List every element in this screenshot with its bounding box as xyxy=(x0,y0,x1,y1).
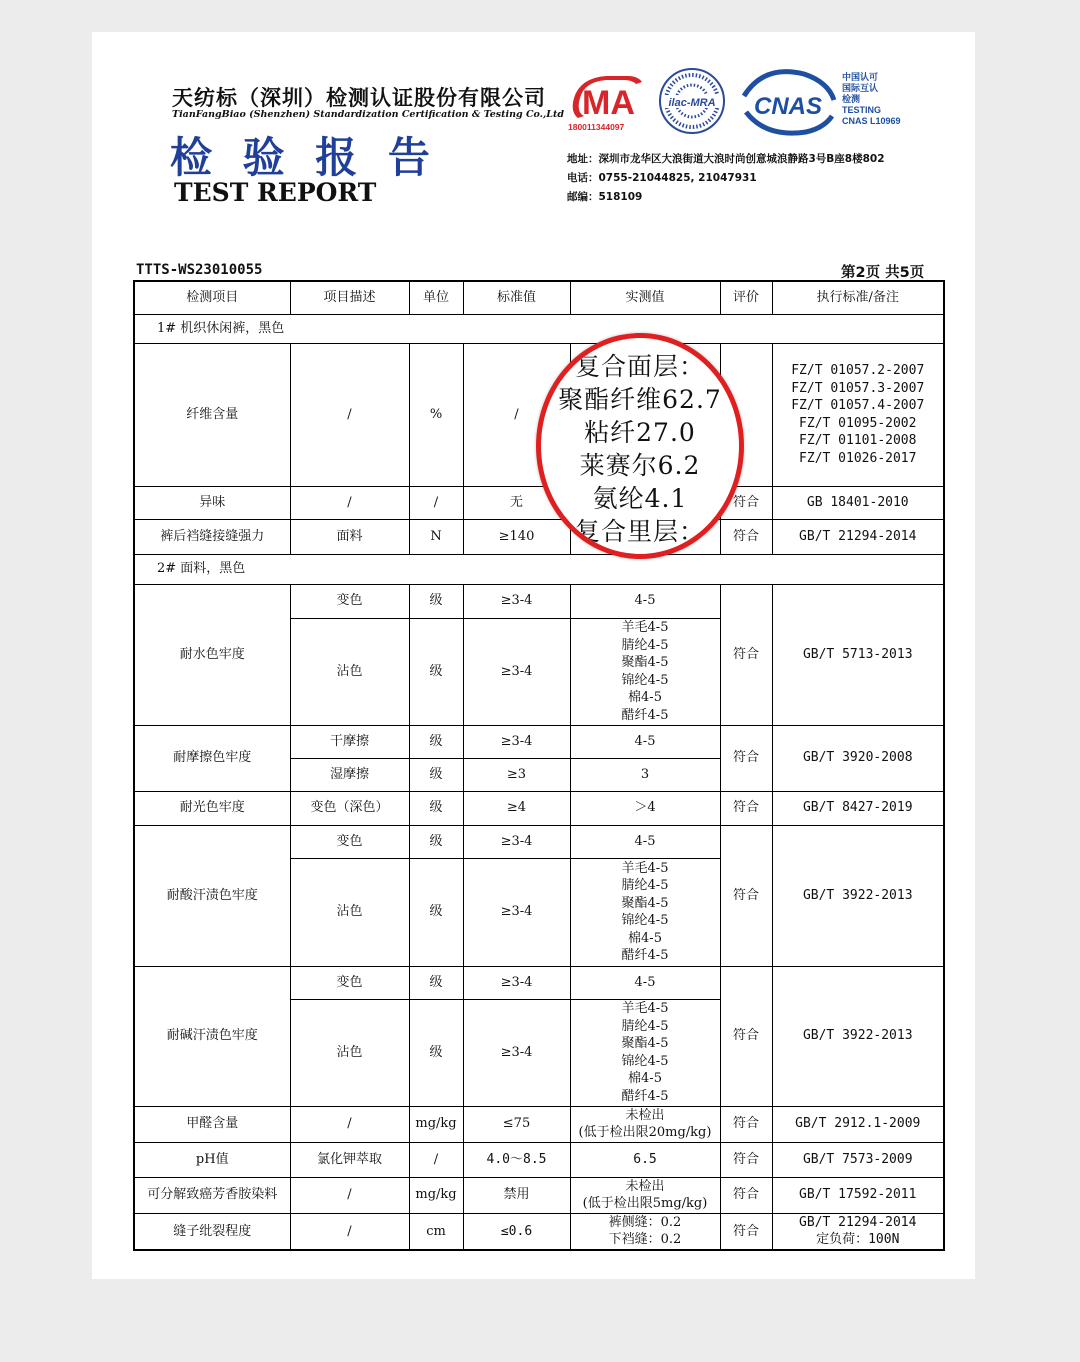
svg-text:MA: MA xyxy=(582,84,635,122)
contact-info xyxy=(567,150,885,207)
cma-logo xyxy=(568,76,642,132)
section-row xyxy=(134,314,944,343)
table-row: 沾色 级 ≥3-4 羊毛4-5 腈纶4-5 聚酯4-5 锦纶4-5 棉4-5 醋纤4-5 xyxy=(134,858,944,966)
table-row: 沾色 级 ≥3-4 羊毛4-5 腈纶4-5 聚酯4-5 锦纶4-5 棉4-5 醋纤4-5 xyxy=(134,999,944,1106)
standards-list: FZ/T 01057.2-2007 FZ/T 01057.3-2007 FZ/T 01057.4-2007 FZ/T 01095-2002 FZ/T 01101-2008 FZ/T 01026-2017 xyxy=(772,343,944,486)
report-title-en: TEST REPORT xyxy=(174,178,377,207)
fiber-content-zoom: 复合面层： 聚酯纤维62.7 粘纤27.0 莱赛尔6.2 氨纶4.1 复合里层： xyxy=(558,352,722,546)
col-header: 检测项目 xyxy=(134,281,290,314)
company-name-en: TianFangBiao (Shenzhen) Standardization Certification & Testing Co.,Ltd xyxy=(172,109,565,120)
report-title-cn: 检 验 报 告 xyxy=(170,133,438,182)
staining-results: 羊毛4-5 腈纶4-5 聚酯4-5 锦纶4-5 棉4-5 醋纤4-5 xyxy=(570,999,720,1106)
page-indicator: 第2页 共5页 xyxy=(841,265,925,281)
table-row: 异味 / / 无 符合 GB 18401-2010 xyxy=(134,486,944,519)
phone: 电话：0755-21044825, 21047931 xyxy=(567,172,757,184)
section-row xyxy=(134,554,944,584)
svg-text:TESTING: TESTING xyxy=(842,105,882,115)
table-row: 甲醛含量 / mg/kg ≤75 未检出 (低于检出限20mg/kg) 符合 GB/T 2912.1-2009 xyxy=(134,1106,944,1142)
col-header: 执行标准/备注 xyxy=(772,281,944,314)
svg-text:CNAS L10969: CNAS L10969 xyxy=(842,116,901,126)
table-row: 裤后裆缝接缝强力 面料 N ≥140 符合 GB/T 21294-2014 xyxy=(134,519,944,554)
cnas-label: CNAS xyxy=(753,93,823,120)
ilac-mra-logo xyxy=(660,69,724,133)
table-row: 耐碱汗渍色牢度 变色 级 ≥3-4 4-5 符合 GB/T 3922-2013 xyxy=(134,966,944,999)
table-row: 沾色 级 ≥3-4 羊毛4-5 腈纶4-5 聚酯4-5 锦纶4-5 棉4-5 醋纤4-5 xyxy=(134,618,944,725)
postcode: 邮编：518109 xyxy=(567,191,643,203)
table-row: 纤维含量 / % / FZ/T 01057.2-2007 FZ/T 01057.3-2007 FZ/T 01057.4-2007 FZ/T 01095-2002 FZ/T 01101-2008 FZ/T 01026-2017 xyxy=(134,343,944,486)
table-row: pH值 氯化钾萃取 / 4.0～8.5 6.5 符合 GB/T 7573-2009 xyxy=(134,1142,944,1177)
staining-results: 羊毛4-5 腈纶4-5 聚酯4-5 锦纶4-5 棉4-5 醋纤4-5 xyxy=(570,618,720,725)
ilac-label: ilac-MRA xyxy=(668,97,716,109)
table-row: 湿摩擦 级 ≥3 3 xyxy=(134,758,944,791)
col-header: 标准值 xyxy=(463,281,570,314)
table-row: 耐光色牢度 变色（深色） 级 ≥4 ＞4 符合 GB/T 8427-2019 xyxy=(134,791,944,825)
col-header: 单位 xyxy=(409,281,463,314)
cnas-logo xyxy=(744,71,901,133)
col-header: 项目描述 xyxy=(290,281,409,314)
section-title: 2# 面料，黑色 xyxy=(134,554,944,584)
report-number: TTTS-WS23010055 xyxy=(136,262,263,278)
col-header: 评价 xyxy=(720,281,772,314)
magnifier-callout xyxy=(536,333,744,559)
address: 地址：深圳市龙华区大浪街道大浪时尚创意城浪静路3号B座8楼802 xyxy=(567,153,885,165)
cma-number: 180011344097 xyxy=(568,122,625,132)
table-row: 耐摩擦色牢度 干摩擦 级 ≥3-4 4-5 符合 GB/T 3920-2008 xyxy=(134,725,944,758)
col-header: 实测值 xyxy=(570,281,720,314)
table-row: 可分解致癌芳香胺染料 / mg/kg 禁用 未检出 (低于检出限5mg/kg) 符合 GB/T 17592-2011 xyxy=(134,1177,944,1213)
table-row: 耐水色牢度 变色 级 ≥3-4 4-5 符合 GB/T 5713-2013 xyxy=(134,584,944,618)
staining-results: 羊毛4-5 腈纶4-5 聚酯4-5 锦纶4-5 棉4-5 醋纤4-5 xyxy=(570,858,720,966)
table-header-row xyxy=(134,281,944,314)
report-page xyxy=(92,32,975,1279)
company-name-cn: 天纺标（深圳）检测认证股份有限公司 xyxy=(172,86,546,110)
table-row: 耐酸汗渍色牢度 变色 级 ≥3-4 4-5 符合 GB/T 3922-2013 xyxy=(134,825,944,858)
svg-text:检测: 检测 xyxy=(842,95,861,105)
section-title: 1# 机织休闲裤，黑色 xyxy=(134,314,944,343)
svg-text:国际互认: 国际互认 xyxy=(842,84,879,94)
svg-text:中国认可: 中国认可 xyxy=(842,73,879,83)
table-row: 缝子纰裂程度 / cm ≤0.6 裤侧缝：0.2 下裆缝：0.2 符合 GB/T 21294-2014 定负荷：100N xyxy=(134,1213,944,1250)
